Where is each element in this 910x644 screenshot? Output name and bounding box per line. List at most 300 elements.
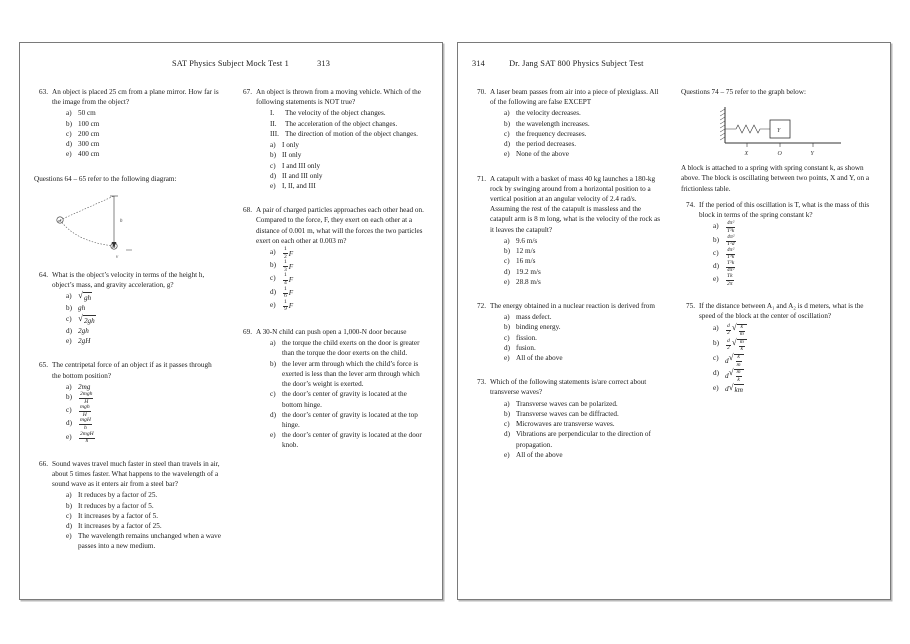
choice-label: d)	[270, 287, 276, 296]
roman-label: II.	[270, 119, 277, 128]
choice-text	[282, 260, 426, 273]
choice-label: a)	[504, 236, 510, 245]
choice-text: $\frac{\text{2mgh}}{H}$	[80, 390, 93, 405]
question-stem: The centripetal force of an object if as it passes through the bottom position?	[52, 361, 212, 380]
choice-text	[725, 235, 874, 248]
choice-label: d)	[66, 326, 72, 335]
choice-text: 300 cm	[78, 140, 100, 149]
rad-num: k	[736, 355, 742, 362]
choice-a[interactable]	[66, 291, 222, 303]
question-number: 65.	[39, 361, 48, 370]
choice-label: c)	[270, 274, 276, 283]
spring-block-svg	[703, 103, 853, 159]
choice-c[interactable]	[504, 333, 665, 343]
choice-a[interactable]	[713, 221, 874, 234]
question-number: 67.	[243, 88, 252, 96]
choice-label: c)	[270, 161, 276, 170]
frac-num: 1	[283, 287, 288, 294]
question-75	[681, 301, 874, 395]
choice-text: the period decreases.	[516, 140, 577, 149]
choice-c[interactable]	[66, 129, 222, 139]
question-72	[472, 301, 665, 363]
choice-label: d)	[66, 419, 72, 428]
choice-label: c)	[66, 406, 72, 415]
choice-label: c)	[504, 257, 510, 266]
choice-text: d √ km	[725, 382, 743, 395]
choice-label: b)	[504, 119, 510, 128]
choice-text: All of the above	[516, 354, 563, 363]
choice-e[interactable]	[66, 531, 222, 551]
choice-label: a)	[66, 491, 72, 500]
choice-a[interactable]	[504, 312, 665, 322]
roman-list	[256, 108, 426, 139]
choice-d[interactable]	[504, 429, 665, 449]
question-73	[472, 377, 665, 460]
question-number: 66.	[39, 459, 48, 468]
svg-text:h: h	[120, 218, 123, 224]
choice-d[interactable]	[504, 267, 665, 277]
choice-text	[282, 273, 426, 286]
coef-den: 2	[727, 330, 730, 337]
choice-d[interactable]	[504, 139, 665, 149]
running-head-right	[472, 59, 876, 73]
choice-text: $\frac{\text{2mgH}}{h}$	[80, 430, 94, 445]
choice-label: a)	[66, 292, 72, 301]
choice-e[interactable]	[504, 353, 665, 363]
frac-num: 4π²	[726, 235, 736, 242]
questions-74-75-note: Questions 74 – 75 refer to the graph below:	[681, 88, 806, 96]
pendulum-svg	[52, 190, 162, 260]
choice-d[interactable]	[66, 418, 222, 431]
roman-label: III.	[270, 129, 279, 138]
question-number: 72.	[477, 301, 486, 310]
running-head-title: Dr. Jang SAT 800 Physics Subject Test	[509, 59, 644, 68]
choice-b[interactable]	[270, 359, 426, 390]
choice-d[interactable]	[270, 410, 426, 430]
columns-right	[472, 87, 876, 469]
choice-d[interactable]	[66, 521, 222, 531]
choice-text	[725, 261, 874, 274]
choice-label: b)	[66, 304, 72, 313]
choice-text: fusion.	[516, 343, 536, 352]
choice-text	[282, 287, 426, 300]
choice-label: e)	[66, 337, 72, 346]
question-stem: If the distance between A₁ and A₂ is d meters, what is the speed of the block at the center of oscillation?	[699, 302, 864, 321]
choice-b[interactable]	[66, 501, 222, 511]
choice-text: 19.2 m/s	[516, 267, 541, 276]
choice-a[interactable]	[504, 399, 665, 409]
choice-text: 400 cm	[78, 150, 100, 159]
question-number: 71.	[477, 174, 486, 183]
choice-text: the door’s center of gravity is located at the top hinge.	[282, 410, 418, 429]
svg-text:v: v	[116, 254, 119, 260]
question-stem-text: A pair of charged particles approaches each other head on. Compared to the force, F, they exert on each other at a distance of 0.001 m, what will the forces the two particles exert on each other at 0.003 m?	[256, 206, 424, 245]
choice-label: c)	[504, 420, 510, 429]
choice-text: Vibrations are perpendicular to the direction of propagation.	[516, 430, 651, 449]
question-68	[238, 205, 426, 313]
rad-num: k	[739, 325, 745, 332]
choice-b[interactable]	[504, 119, 665, 129]
frac-suffix: F	[288, 249, 294, 258]
choice-text: 50 cm	[78, 109, 96, 118]
frac-den: T³k	[727, 254, 735, 261]
choice-text: I only	[282, 141, 299, 150]
block-label: Y	[776, 128, 780, 135]
choice-label: a)	[713, 222, 719, 231]
choice-a[interactable]	[713, 323, 874, 338]
choice-text: the frequency decreases.	[516, 129, 587, 138]
choice-text: mass defect.	[516, 313, 552, 322]
rad-den: m	[736, 361, 741, 368]
choice-label: c)	[66, 314, 72, 323]
choice-e[interactable]	[504, 149, 665, 159]
choice-label: e)	[66, 432, 72, 441]
question-number: 74.	[686, 200, 695, 209]
choice-label: e)	[504, 354, 510, 363]
question-stem: An object is thrown from a moving vehicle. Which of the following statements is NOT true?	[256, 88, 421, 107]
choice-a[interactable]	[504, 236, 665, 246]
choice-label: d)	[713, 369, 719, 378]
choice-a[interactable]	[66, 108, 222, 118]
question-70	[472, 87, 665, 160]
roman-iii	[270, 129, 426, 139]
question-number: 64.	[39, 270, 48, 279]
choice-c[interactable]	[504, 256, 665, 266]
choice-e[interactable]	[66, 149, 222, 159]
choice-a[interactable]	[66, 490, 222, 500]
question-71	[472, 174, 665, 287]
choice-d[interactable]	[270, 171, 426, 181]
question-stem: If the period of this oscillation is T, what is the mass of this block in terms of the spring constant k?	[699, 200, 870, 220]
frac-suffix: F	[288, 289, 294, 298]
question-number: 63.	[39, 88, 48, 96]
choice-label: b)	[504, 247, 510, 256]
choice-d[interactable]	[713, 261, 874, 274]
choice-e[interactable]	[66, 336, 222, 346]
roman-text: The velocity of the object changes.	[285, 109, 386, 118]
page-number-313: 313	[317, 59, 331, 68]
choice-c[interactable]	[504, 419, 665, 429]
rad-den: k	[737, 376, 740, 383]
choice-label: c)	[66, 511, 72, 520]
choice-text	[725, 274, 874, 287]
choice-label: a)	[504, 313, 510, 322]
frac-num: 1	[283, 273, 288, 280]
frac-den: 4	[284, 280, 287, 287]
rad-num: m	[739, 340, 745, 347]
choice-label: a)	[66, 109, 72, 118]
coef-den: 2	[727, 345, 730, 352]
question-number: 70.	[477, 88, 486, 96]
frac-den: 2π	[727, 280, 733, 287]
choice-list	[490, 108, 665, 159]
question-stem: The energy obtained in a nuclear reaction is derived from	[490, 301, 655, 310]
choice-list	[256, 338, 426, 450]
coef: d	[725, 356, 729, 365]
choice-c[interactable]	[66, 511, 222, 521]
choice-label: e)	[270, 300, 276, 309]
choice-list	[699, 323, 874, 396]
choice-text: √ gh	[78, 290, 92, 303]
question-number: 75.	[686, 302, 695, 311]
choice-text: I and III only	[282, 161, 321, 170]
spring-block-diagram	[681, 103, 874, 159]
choice-b[interactable]	[66, 119, 222, 129]
choice-a[interactable]	[270, 140, 426, 150]
choice-label: b)	[713, 235, 719, 244]
choice-text	[725, 221, 874, 234]
choice-label: d)	[504, 140, 510, 149]
rad-num: m	[736, 370, 742, 377]
choice-label: e)	[713, 384, 719, 393]
choice-list	[52, 382, 222, 445]
frac-num: 1	[283, 300, 288, 307]
choice-label: d)	[66, 140, 72, 149]
frac-num: 4π²	[726, 221, 735, 228]
choice-text: Microwaves are transverse waves.	[516, 420, 615, 429]
frac-suffix: F	[288, 302, 294, 311]
choice-c[interactable]	[504, 129, 665, 139]
choice-b[interactable]	[713, 235, 874, 248]
choice-list	[256, 140, 426, 191]
question-stem: Which of the following statements is/are correct about transverse waves?	[490, 378, 647, 397]
choice-b[interactable]	[270, 260, 426, 273]
choice-label: b)	[66, 119, 72, 128]
choice-d[interactable]	[66, 326, 222, 336]
axis-label-x: X	[744, 151, 748, 158]
choice-text: Transverse waves can be diffracted.	[516, 409, 619, 418]
choice-text: $\frac{d}{2}$ √ $\frac{k}{m}$	[725, 323, 874, 338]
question-number: 69.	[243, 328, 252, 336]
page-number-314: 314	[472, 59, 485, 68]
page-314	[457, 42, 891, 600]
choice-label: d)	[504, 343, 510, 352]
question-66	[34, 459, 222, 552]
choice-text: 2gH	[78, 337, 91, 346]
choice-e[interactable]	[270, 430, 426, 450]
choice-e[interactable]	[270, 300, 426, 313]
right-column-2	[681, 87, 874, 469]
choice-label: d)	[504, 430, 510, 439]
choice-label: e)	[713, 275, 719, 284]
choice-text: d √ $\frac{m}{k}$	[725, 368, 874, 383]
choice-list	[490, 399, 665, 460]
choice-text: The wavelength remains unchanged when a wave passes into a new medium.	[78, 532, 221, 551]
axis-label-y: Y	[810, 151, 814, 158]
choice-text: $\frac{\text{mgh}}{H}$	[80, 404, 90, 418]
choice-text: It reduces by a factor of 25.	[78, 491, 158, 500]
choice-e[interactable]	[270, 181, 426, 191]
choice-text: Transverse waves can be polarized.	[516, 399, 618, 408]
choice-text: fission.	[516, 333, 537, 342]
choice-text: d √ $\frac{k}{m}$	[725, 353, 874, 368]
choice-d[interactable]	[713, 368, 874, 383]
rad-den: m	[739, 331, 744, 338]
choice-c[interactable]	[270, 161, 426, 171]
choice-text: I, II, and III	[282, 181, 316, 190]
frac-den: T²k	[727, 227, 735, 234]
choice-e[interactable]	[66, 432, 222, 445]
choice-label: b)	[270, 359, 276, 368]
running-head-left	[34, 59, 428, 73]
choice-list	[699, 221, 874, 287]
choice-label: e)	[270, 181, 276, 190]
question-stem: What is the object’s velocity in terms of the height h, object’s mass, and gravity acceleration, g?	[52, 270, 205, 289]
choice-label: a)	[713, 323, 719, 332]
choice-label: b)	[66, 392, 72, 401]
left-column-1	[34, 87, 222, 561]
choice-text: II and III only	[282, 171, 323, 180]
frac-den: 9	[284, 306, 287, 313]
question-stem: A catapult with a basket of mass 40 kg launches a 180-kg rock by swinging around from a horizontal position to a vertical position at an angular velocity of 2.4 rad/s. Assuming the rest of the catapult is massless and the catapult arm is 8 m long, what is the velocity of the rock as it leaves the catapult?	[490, 174, 661, 234]
choice-label: a)	[504, 109, 510, 118]
axis-label-o: O	[777, 151, 782, 158]
choice-label: e)	[504, 277, 510, 286]
choice-label: c)	[713, 248, 719, 257]
choice-text: gh	[78, 304, 86, 313]
choice-label: d)	[713, 261, 719, 270]
choice-b[interactable]	[504, 322, 665, 332]
question-64	[34, 270, 222, 347]
choice-text: 2mg	[78, 382, 91, 391]
choice-b[interactable]	[66, 303, 222, 313]
choice-list	[52, 490, 222, 551]
choice-text: $\frac{d}{2}$ √ $\frac{m}{k}$	[725, 338, 874, 353]
question-number: 73.	[477, 378, 486, 387]
choice-label: d)	[504, 267, 510, 276]
frac-suffix: F	[288, 262, 294, 271]
choice-e[interactable]	[504, 277, 665, 287]
questions-64-65-note: Questions 64 – 65 refer to the following diagram:	[34, 174, 177, 183]
choice-label: a)	[270, 141, 276, 150]
question-65	[34, 360, 222, 444]
choice-text: 12 m/s	[516, 247, 536, 256]
question-number: 68.	[243, 206, 252, 215]
frac-num: Tk	[726, 274, 734, 281]
choice-text: the door’s center of gravity is located at the door knob.	[282, 431, 422, 450]
choice-text: $\frac{\text{mgH}}{h}$	[80, 417, 91, 431]
choice-c[interactable]	[713, 248, 874, 261]
choice-e[interactable]	[713, 274, 874, 287]
choice-text: 100 cm	[78, 119, 100, 128]
frac-den: 3	[284, 266, 287, 273]
choice-text: 9.6 m/s	[516, 236, 538, 245]
choice-list	[52, 108, 222, 159]
choice-label: e)	[504, 150, 510, 159]
frac-num: 4π²	[726, 248, 735, 255]
choice-text: None of the above	[516, 150, 569, 159]
question-69	[238, 327, 426, 451]
choice-text	[282, 247, 426, 260]
choice-b[interactable]	[504, 246, 665, 256]
choice-text: 2gh	[78, 326, 89, 335]
running-head-title: SAT Physics Subject Mock Test 1	[171, 59, 289, 68]
choice-label: e)	[270, 431, 276, 440]
frac-den: 6	[284, 293, 287, 300]
spring-diagram-caption: A block is attached to a spring with spring constant k, as shown above. The block is oscillating between two points, X and Y, on a frictionless table.	[681, 164, 870, 193]
choice-label: a)	[504, 399, 510, 408]
choice-e[interactable]	[713, 383, 874, 395]
choice-d[interactable]	[66, 139, 222, 149]
choice-text: 16 m/s	[516, 257, 536, 266]
frac-num: 1	[283, 260, 288, 267]
choice-a[interactable]	[270, 247, 426, 260]
choice-c[interactable]	[713, 353, 874, 368]
question-63	[34, 87, 222, 160]
choice-label: b)	[270, 261, 276, 270]
choice-d[interactable]	[504, 343, 665, 353]
question-stem: An object is placed 25 cm from a plane mirror. How far is the image from the object?	[52, 88, 219, 107]
choice-c[interactable]	[66, 314, 222, 326]
choice-text: It reduces by a factor of 5.	[78, 501, 154, 510]
right-column-1	[472, 87, 665, 469]
page-313	[19, 42, 443, 600]
rad-den: k	[740, 346, 744, 353]
choice-label: c)	[66, 129, 72, 138]
choice-text: the wavelength increases.	[516, 119, 590, 128]
choice-c[interactable]	[270, 389, 426, 409]
choice-text: 28.8 m/s	[516, 277, 541, 286]
choice-b[interactable]	[504, 409, 665, 419]
choice-label: a)	[66, 382, 72, 391]
question-stem: Sound waves travel much faster in steel than travels in air, about 5 times faster. What happens to the wavelength of a sound wave as it enters air from a steel bar?	[52, 459, 220, 489]
svg-text:m: m	[58, 217, 62, 223]
choice-list	[490, 312, 665, 363]
frac-den: T²d	[727, 241, 735, 248]
choice-a[interactable]	[270, 338, 426, 358]
roman-text: The direction of motion of the object changes.	[285, 129, 418, 138]
choice-text: √ 2gh	[78, 312, 95, 325]
choice-label: c)	[713, 354, 719, 363]
choice-text	[282, 300, 426, 313]
choice-label: b)	[504, 409, 510, 418]
choice-b[interactable]	[713, 338, 874, 353]
choice-text: It increases by a factor of 5.	[78, 511, 159, 520]
choice-label: c)	[270, 390, 276, 399]
choice-list	[256, 247, 426, 313]
columns-left	[34, 87, 428, 561]
choice-d[interactable]	[270, 287, 426, 300]
choice-label: b)	[713, 338, 719, 347]
coef: d	[725, 371, 729, 380]
choice-text: the torque the child exerts on the door is greater than the torque the door exerts on the child.	[282, 339, 420, 358]
choice-list	[490, 236, 665, 287]
choice-text: It increases by a factor of 25.	[78, 522, 162, 530]
choice-a[interactable]	[504, 108, 665, 118]
choice-e[interactable]	[504, 450, 665, 460]
question-67	[238, 87, 426, 191]
frac-den: 2	[284, 253, 287, 260]
choice-label: a)	[270, 339, 276, 348]
choice-label: a)	[270, 248, 276, 257]
choice-text: All of the above	[516, 450, 563, 459]
roman-label: I.	[270, 109, 275, 118]
choice-text: the door’s center of gravity is located at the bottom hinge.	[282, 390, 407, 409]
coef: d	[725, 385, 729, 394]
choice-text: II only	[282, 151, 302, 160]
svg-text:m: m	[112, 243, 116, 249]
rad-plain: km	[734, 386, 743, 395]
choice-label: b)	[66, 501, 72, 510]
choice-c[interactable]	[270, 273, 426, 286]
choice-b[interactable]	[270, 150, 426, 160]
choice-label: d)	[270, 171, 276, 180]
roman-ii	[270, 119, 426, 129]
choice-label: b)	[504, 323, 510, 332]
choice-label: e)	[504, 450, 510, 459]
choice-label: e)	[66, 150, 72, 159]
question-stem	[256, 205, 426, 246]
